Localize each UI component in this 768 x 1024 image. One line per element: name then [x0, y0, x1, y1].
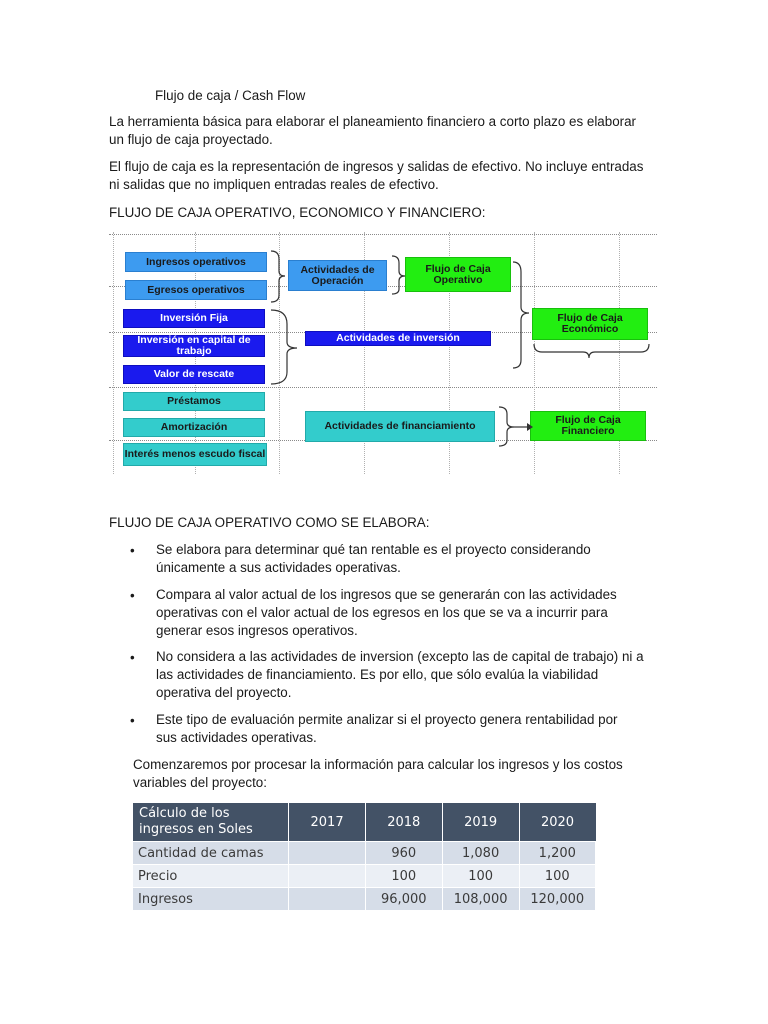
table-header-year: 2018	[365, 803, 442, 842]
box-actividades-financiamiento: Actividades de financiamiento	[305, 411, 495, 442]
bullet-text-2: Compara al valor actual de los ingresos que se generarán con las actividades operativas con el valor actual de los egresos en los que se va a incurrir para generar esos ingresos operativos.	[156, 587, 617, 638]
box-flujo-caja-economico: Flujo de Caja Económico	[532, 308, 648, 340]
box-inversion-capital-trabajo: Inversión en capital de trabajo	[123, 335, 265, 357]
box-actividades-operacion: Actividades de Operación	[288, 260, 387, 291]
document-title: Flujo de caja / Cash Flow	[155, 88, 306, 103]
table-row	[133, 842, 596, 865]
box-actividades-inversion: Actividades de inversión	[305, 331, 491, 346]
table-cell: 108,000	[442, 888, 519, 911]
box-ingresos-operativos: Ingresos operativos	[125, 252, 267, 272]
income-calculation-table	[133, 803, 596, 910]
bullet-text-1: Se elabora para determinar qué tan rentable es el proyecto considerando únicamente a sus actividades operativas.	[156, 542, 591, 575]
intro-paragraph-2: El flujo de caja es la representación de ingresos y salidas de efectivo. No incluye entradas ni salidas que no impliquen entradas reales de efectivo.	[109, 159, 644, 192]
section-heading-cash-flow-types: FLUJO DE CAJA OPERATIVO, ECONOMICO Y FINANCIERO:	[109, 205, 486, 220]
box-valor-rescate: Valor de rescate	[123, 365, 265, 384]
bullet-marker: •	[130, 543, 135, 558]
box-inversion-fija: Inversión Fija	[123, 309, 265, 328]
table-cell: 100	[442, 865, 519, 888]
bullet-marker: •	[130, 713, 135, 728]
table-cell: 120,000	[519, 888, 595, 911]
cash-flow-diagram	[109, 232, 657, 474]
table-cell	[289, 865, 366, 888]
bullet-marker: •	[130, 650, 135, 665]
box-interes-escudo-fiscal: Interés menos escudo fiscal	[123, 443, 267, 466]
table-header-year: 2019	[442, 803, 519, 842]
table-row-label: Cantidad de camas	[133, 842, 289, 865]
box-flujo-caja-financiero: Flujo de Caja Financiero	[530, 411, 646, 441]
table-header-year: 2017	[289, 803, 366, 842]
table-cell: 960	[365, 842, 442, 865]
table-header-year: 2020	[519, 803, 595, 842]
table-row-label: Ingresos	[133, 888, 289, 911]
table-cell: 100	[519, 865, 595, 888]
box-prestamos: Préstamos	[123, 392, 265, 411]
table-cell	[289, 842, 366, 865]
table-row	[133, 865, 596, 888]
table-cell: 96,000	[365, 888, 442, 911]
intro-paragraph-1: La herramienta básica para elaborar el planeamiento financiero a corto plazo es elaborar un flujo de caja proyectado.	[109, 114, 637, 147]
bullet-text-3: No considera a las actividades de inversion (excepto las de capital de trabajo) ni a las actividades de financiamiento. Es por ello, que sólo evalúa la viabilidad operativa del proyecto.	[156, 649, 644, 700]
table-cell: 1,080	[442, 842, 519, 865]
table-row	[133, 888, 596, 911]
bullet-marker: •	[130, 588, 135, 603]
box-flujo-caja-operativo: Flujo de Caja Operativo	[405, 257, 511, 292]
table-cell	[289, 888, 366, 911]
bullet-text-4: Este tipo de evaluación permite analizar si el proyecto genera rentabilidad por sus actividades operativas.	[156, 712, 618, 745]
table-row-label: Precio	[133, 865, 289, 888]
table-cell: 100	[365, 865, 442, 888]
box-egresos-operativos: Egresos operativos	[125, 280, 267, 300]
box-amortizacion: Amortización	[123, 418, 265, 437]
closing-paragraph: Comenzaremos por procesar la información para calcular los ingresos y los costos variables del proyecto:	[133, 757, 623, 790]
table-cell: 1,200	[519, 842, 595, 865]
table-header-row	[133, 803, 596, 842]
section-heading-operative-flow: FLUJO DE CAJA OPERATIVO COMO SE ELABORA:	[109, 515, 430, 530]
diagram-brackets	[109, 232, 657, 474]
table-header-label: Cálculo de los ingresos en Soles	[133, 803, 289, 842]
